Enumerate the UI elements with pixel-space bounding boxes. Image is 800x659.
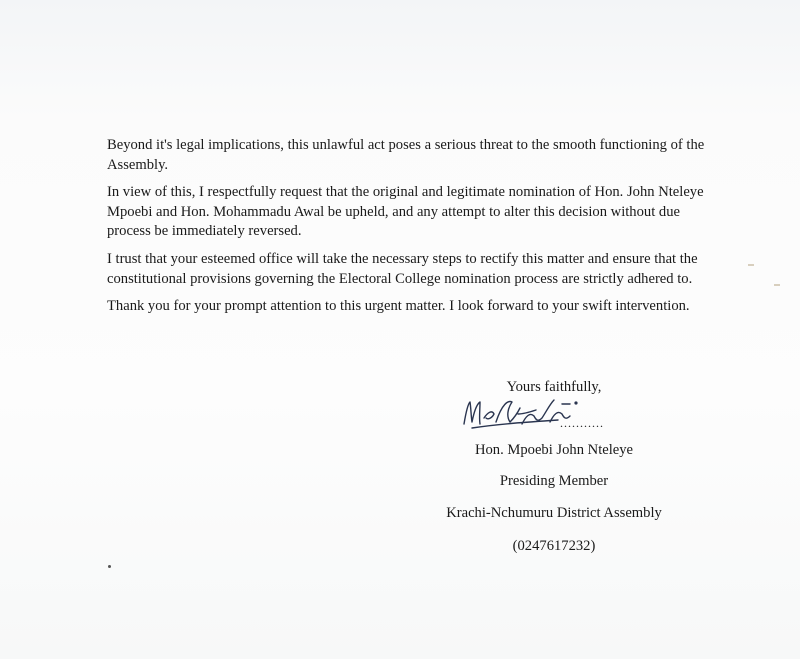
- paper-speck: [108, 565, 111, 568]
- paper-mark: [774, 284, 780, 286]
- signer-title: Presiding Member: [499, 473, 609, 489]
- paragraph-thank-you: Thank you for your prompt attention to this urgent matter. I look forward to your swift intervention.: [107, 298, 690, 315]
- paragraph-trust-office: I trust that your esteemed office will take the necessary steps to rectify this matter and ensure that the constitutional provisions governing the Electoral College nomination process are strictly adhered to.: [107, 250, 698, 287]
- paragraph-request-upheld: In view of this, I respectfully request that the original and legitimate nomination of Hon. John Nteleye Mpoebi and Hon. Mohammadu Awal be upheld, and any attempt to alter this decision without due process be immediately reversed.: [107, 184, 704, 240]
- handwritten-signature: [458, 394, 633, 434]
- closing-salutation: Yours faithfully,: [506, 379, 602, 395]
- letter-body: [107, 136, 712, 325]
- signer-phone: (0247617232): [512, 538, 596, 554]
- paragraph-legal-implications: Beyond it's legal implications, this unlawful act poses a serious threat to the smooth functioning of the Assembly.: [107, 137, 705, 173]
- signature-line: ...........: [560, 416, 604, 430]
- paper-mark: [748, 264, 754, 266]
- signer-name: Hon. Mpoebi John Nteleye: [474, 442, 634, 458]
- signer-organization: Krachi-Nchumuru District Assembly: [446, 505, 662, 521]
